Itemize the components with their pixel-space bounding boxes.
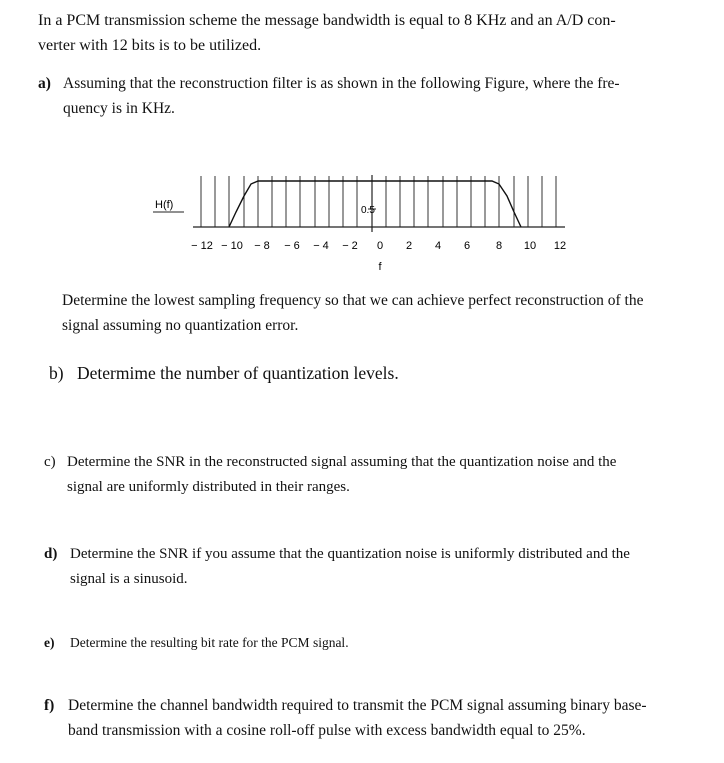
part-d-line-2: signal is a sinusoid. [70,571,188,587]
part-f-line-1: Determine the channel bandwidth required to transmit the PCM signal assuming binary base- [68,697,647,714]
tick-label: 10 [523,240,537,252]
part-d-line-1: Determine the SNR if you assume that the quantization noise is uniformly distributed and the [70,546,630,562]
part-f-line-2: band transmission with a cosine roll-off pulse with excess bandwidth equal to 25%. [68,722,586,739]
intro-line-1: In a PCM transmission scheme the message bandwidth is equal to 8 KHz and an A/D con- [38,12,616,29]
part-b-line-1: Determime the number of quantization levels. [77,363,399,383]
part-d [44,542,714,594]
part-c-line-2: signal are uniformly distributed in their ranges. [67,479,350,495]
tick-label: 2 [405,240,413,252]
part-a-label: a) [38,75,51,92]
part-c-line-1: Determine the SNR in the reconstructed signal assuming that the quantization noise and the [67,454,617,470]
figure-level-label: 0.5 [361,205,375,216]
part-e-label: e) [44,635,55,650]
part-a-line-1: Assuming that the reconstruction filter is as shown in the following Figure, where the fre- [63,75,620,92]
part-e-line-1: Determine the resulting bit rate for the PCM signal. [70,635,349,650]
filter-response-curve [229,181,521,227]
filter-figure [0,0,724,290]
tick-label: − 12 [191,240,213,252]
part-e [44,630,714,656]
part-a-question [62,288,712,338]
part-b [49,361,699,389]
part-a-question-line-1: Determine the lowest sampling frequency so that we can achieve perfect reconstruction of the [62,292,644,309]
tick-label: − 10 [221,240,243,252]
part-a-question-line-2: signal assuming no quantization error. [62,317,299,334]
figure-tick-labels [191,240,566,252]
intro-line-2: verter with 12 bits is to be utilized. [38,37,262,54]
tick-label: − 2 [342,240,358,252]
tick-label: 6 [463,240,471,252]
tick-label: 0 [376,240,384,252]
part-f [44,693,714,745]
part-b-label: b) [49,363,64,383]
part-a-line-2: quency is in KHz. [63,100,175,117]
tick-label: 8 [495,240,503,252]
tick-label: 4 [434,240,442,252]
tick-label: − 4 [313,240,329,252]
part-c-label: c) [44,454,56,470]
tick-label: − 8 [254,240,270,252]
tick-label: − 6 [284,240,300,252]
part-d-label: d) [44,546,58,562]
part-c [44,450,714,502]
figure-y-label: H(f) [155,199,174,211]
figure-x-label: f [378,261,382,273]
figure-grid-lines [201,176,556,227]
tick-label: 12 [553,240,567,252]
part-f-label: f) [44,697,55,714]
